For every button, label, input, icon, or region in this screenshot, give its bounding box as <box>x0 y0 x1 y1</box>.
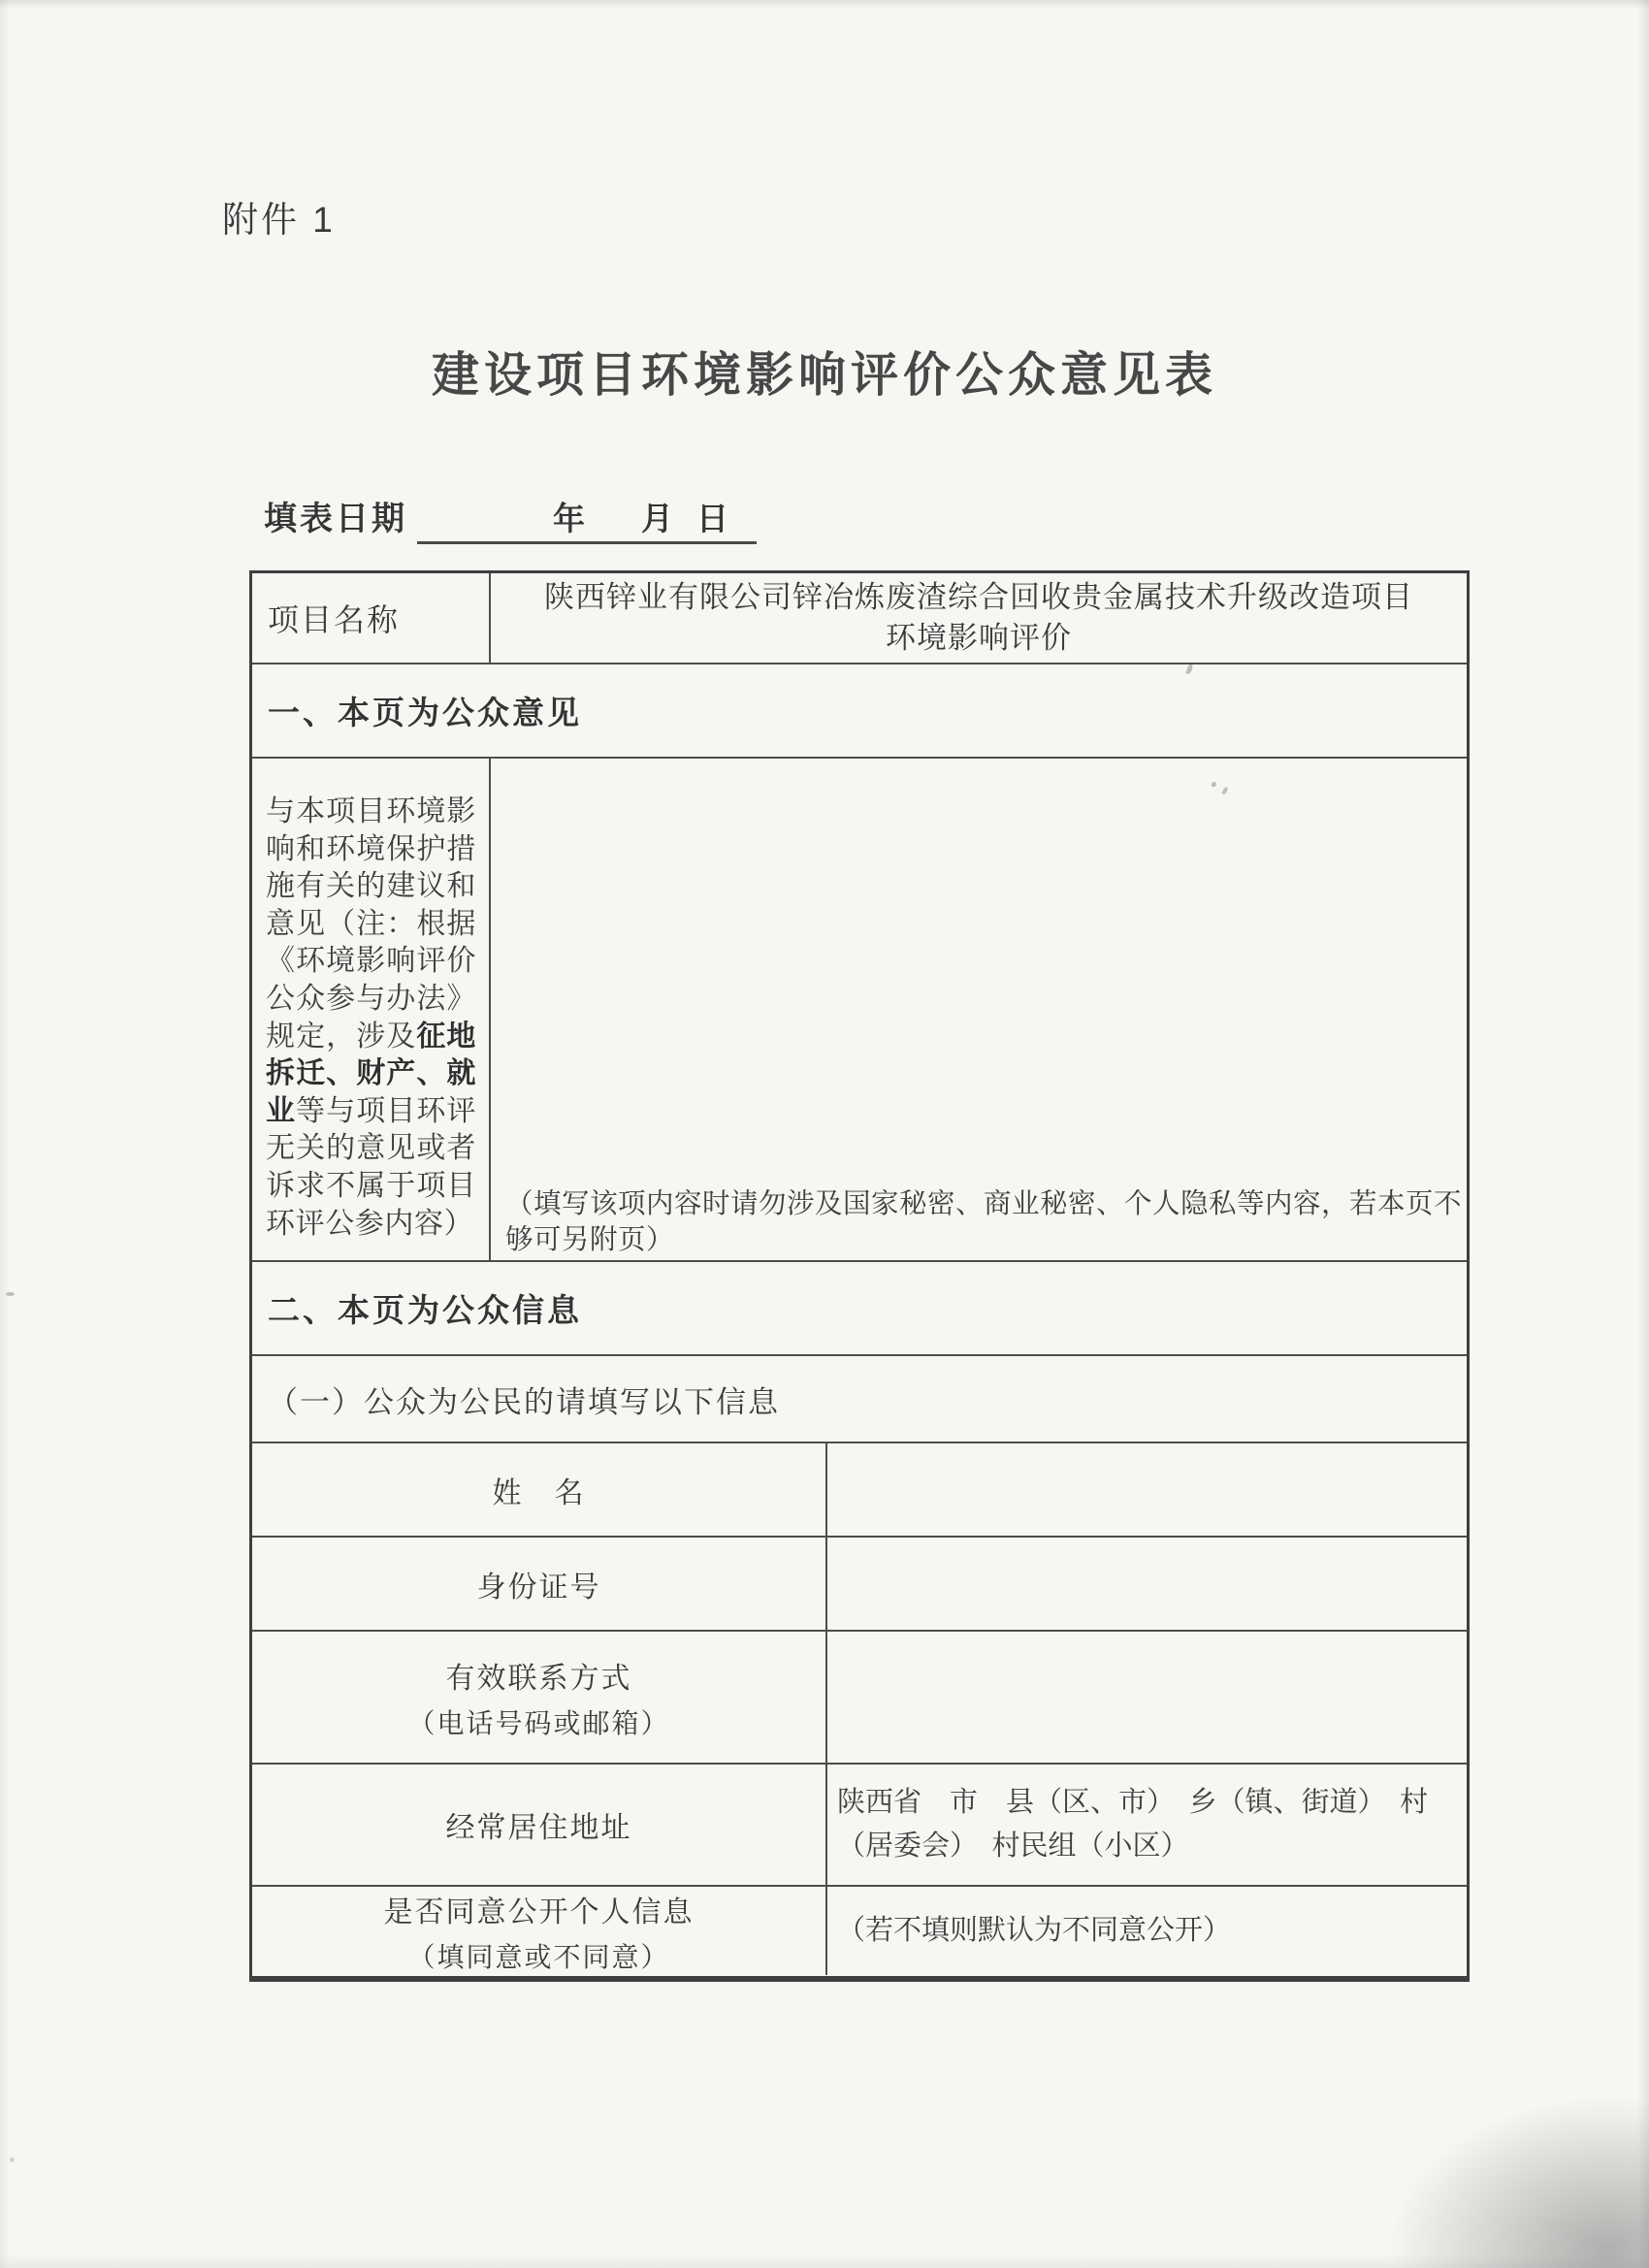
id-number-field-label: 身份证号 <box>252 1538 827 1630</box>
opinion-instructions-text: 与本项目环境影响和环境保护措施有关的建议和意见（注：根据《环境影响评价公众参与办法》规定，涉及征地拆迁、财产、就业等与项目环评无关的意见或者诉求不属于项目环评公参内容） <box>266 795 477 1240</box>
scan-artifact <box>6 1292 15 1296</box>
consent-row <box>252 1885 1467 1975</box>
id-number-input[interactable] <box>827 1538 1467 1630</box>
date-month-label: 月 <box>641 501 673 536</box>
date-year-label: 年 <box>553 501 585 536</box>
name-field-label: 姓 名 <box>252 1443 827 1536</box>
consent-field-sublabel: （填同意或不同意） <box>407 1942 670 1973</box>
date-day-label: 日 <box>696 501 728 536</box>
consent-hint: （若不填则默认为不同意公开） <box>837 1915 1232 1946</box>
section2-header: 二、本页为公众信息 <box>252 1260 1467 1354</box>
id-number-row <box>252 1536 1467 1630</box>
project-name-label: 项目名称 <box>252 573 491 663</box>
contact-row <box>252 1630 1467 1763</box>
project-name-row <box>252 573 1467 663</box>
opinion-note <box>505 1186 1462 1258</box>
address-field-label: 经常居住地址 <box>252 1765 827 1885</box>
attachment-label: 附件 1 <box>222 200 336 240</box>
opinion-instructions <box>252 759 491 1260</box>
address-template-line1: 陕西省 市 县（区、市） 乡（镇、街道） 村 <box>837 1787 1429 1818</box>
address-row <box>252 1763 1467 1885</box>
scan-artifact <box>10 2157 15 2162</box>
section1-header: 一、本页为公众意见 <box>252 663 1467 757</box>
name-row <box>252 1442 1467 1536</box>
form-date-line <box>264 499 757 549</box>
opinion-note-line1: （填写该项内容时请勿涉及国家秘密、商业秘密、个人隐私等内容，若本页不 <box>505 1189 1463 1219</box>
opinion-input-area[interactable] <box>491 759 1467 1260</box>
opinion-note-line2: 够可另附页） <box>505 1225 675 1255</box>
project-name-value <box>491 573 1467 663</box>
page-title: 建设项目环境影响评价公众意见表 <box>431 348 1217 402</box>
address-template-line2: （居委会） 村民组（小区） <box>837 1831 1189 1862</box>
date-label: 填表日期 <box>264 502 407 537</box>
project-name-line2: 环境影响评价 <box>886 621 1072 655</box>
consent-field-label: 是否同意公开个人信息 （填同意或不同意） <box>252 1887 827 1975</box>
public-opinion-form-table <box>249 570 1470 1982</box>
date-blank-field[interactable] <box>417 499 757 544</box>
citizen-info-header: （一）公众为公民的请填写以下信息 <box>252 1354 1467 1442</box>
consent-input[interactable] <box>827 1887 1467 1975</box>
contact-input[interactable] <box>827 1632 1467 1763</box>
name-input[interactable] <box>827 1443 1467 1536</box>
contact-field-sublabel: （电话号码或邮箱） <box>407 1708 670 1739</box>
project-name-line1: 陕西锌业有限公司锌冶炼废渣综合回收贵金属技术升级改造项目 <box>544 580 1413 614</box>
opinion-row <box>252 757 1467 1260</box>
contact-field-label: 有效联系方式 （电话号码或邮箱） <box>252 1632 827 1763</box>
address-input[interactable] <box>827 1765 1467 1885</box>
